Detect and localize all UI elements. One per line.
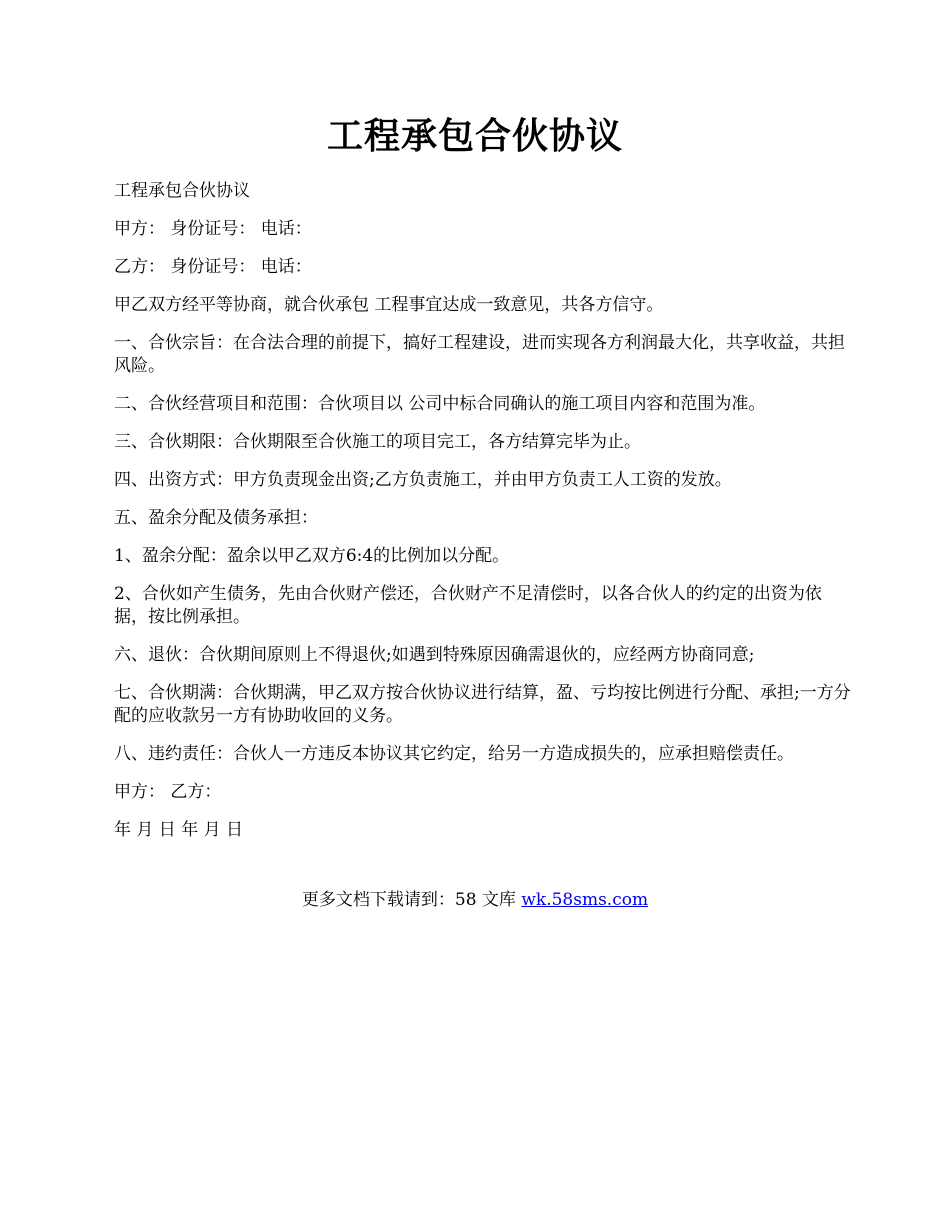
paragraph-signatures: 甲方： 乙方： bbox=[114, 782, 222, 802]
paragraph-party-a-info: 甲方： 身份证号： 电话： bbox=[114, 219, 312, 239]
paragraph-dates: 年 月 日 年 月 日 bbox=[114, 820, 244, 840]
paragraph-party-b-info: 乙方： 身份证号： 电话： bbox=[114, 257, 312, 277]
document-body bbox=[114, 180, 854, 857]
paragraph-preamble: 甲乙双方经平等协商，就合伙承包 工程事宜达成一致意见，共各方信守。 bbox=[114, 295, 664, 315]
paragraph-clause-6: 六、退伙：合伙期间原则上不得退伙;如遇到特殊原因确需退伙的，应经两方协商同意; bbox=[114, 645, 755, 665]
paragraph-clause-5-2: 2、合伙如产生债务，先由合伙财产偿还，合伙财产不足清偿时，以各合伙人的约定的出资为依据，按比例承担。 bbox=[114, 584, 822, 627]
paragraph-subtitle: 工程承包合伙协议 bbox=[114, 181, 250, 201]
paragraph-clause-3: 三、合伙期限：合伙期限至合伙施工的项目完工，各方结算完毕为止。 bbox=[114, 432, 641, 452]
paragraph-clause-2: 二、合伙经营项目和范围：合伙项目以 公司中标合同确认的施工项目内容和范围为准。 bbox=[114, 394, 766, 414]
paragraph-clause-4: 四、出资方式：甲方负责现金出资;乙方负责施工，并由甲方负责工人工资的发放。 bbox=[114, 470, 732, 490]
paragraph-clause-7: 七、合伙期满：合伙期满，甲乙双方按合伙协议进行结算，盈、亏均按比例进行分配、承担;一方分配的应收款另一方有协助收回的义务。 bbox=[114, 683, 851, 726]
footer-download-note bbox=[0, 889, 950, 912]
paragraph-clause-8: 八、违约责任：合伙人一方违反本协议其它约定，给另一方造成损失的，应承担赔偿责任。 bbox=[114, 744, 794, 764]
paragraph-clause-5: 五、盈余分配及债务承担： bbox=[114, 508, 318, 528]
paragraph-clause-1: 一、合伙宗旨：在合法合理的前提下，搞好工程建设，进而实现各方利润最大化，共享收益，共担风险。 bbox=[114, 333, 845, 376]
footer-prefix: 更多文档下载请到：58 文库 bbox=[301, 890, 522, 910]
document-title: 工程承包合伙协议 bbox=[326, 115, 623, 157]
paragraph-clause-5-1: 1、盈余分配：盈余以甲乙双方6:4的比例加以分配。 bbox=[114, 546, 510, 566]
footer-link[interactable]: wk.58sms.com bbox=[521, 890, 649, 910]
